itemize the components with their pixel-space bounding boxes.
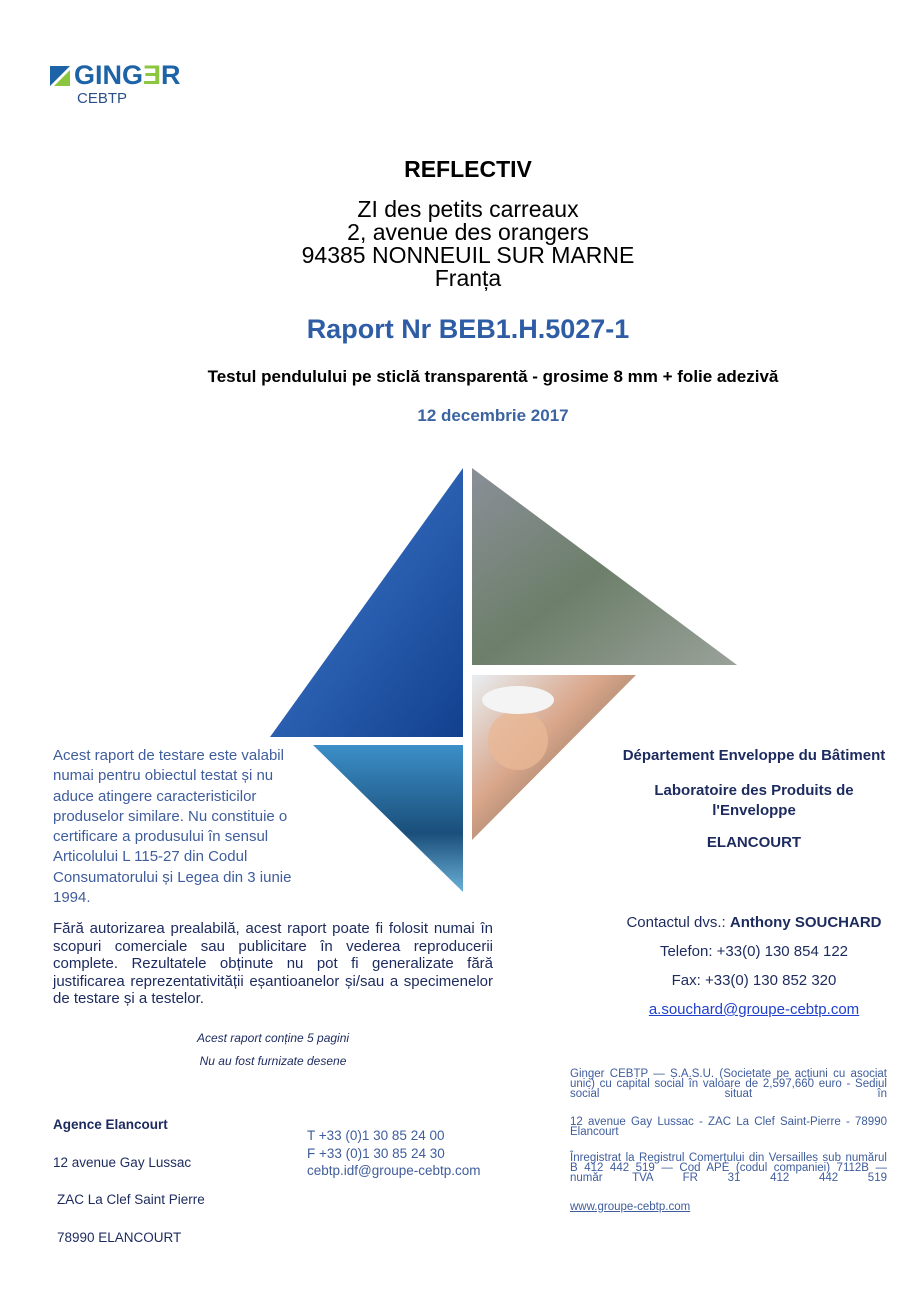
agency-fax: F +33 (0)1 30 85 24 30: [307, 1145, 445, 1161]
contact-fax: Fax: +33(0) 130 852 320: [671, 972, 837, 989]
client-name: REFLECTIV: [404, 156, 532, 182]
contact-label: Contactul dvs.:: [626, 914, 730, 931]
legal-company: Ginger CEBTP — S.A.S.U. (Societate pe acțiuni cu asociat unic) cu capital social în valoare de 2,597,660 euro - Sediul social situat în: [570, 1068, 887, 1100]
validity-note: Acest raport de testare este valabil numai pentru obiectul testat și nu aduce atingere caracteristicilor produselor similare. Nu constituie o certificare a produsului în sensul Articolului L 115-27 din Codul Consumatorului și Legea din 3 iunie 1994.: [53, 747, 292, 907]
address-line: Franța: [434, 265, 502, 291]
authorization-note: Fără autorizarea prealabilă, acest raport poate fi folosit numai în scopuri comerciale sau publicitare în vederea reproducerii complete. Rezultatele obținute nu pot fi generalizate fără justificarea reprezentativității eșantioanelor și/sau a specimenelor de testare și a testelor.: [53, 920, 493, 1007]
address-line: 2, avenue des orangers: [347, 219, 589, 245]
collage-tile-city: [472, 468, 737, 665]
agency-email: cebtp.idf@groupe-cebtp.com: [307, 1163, 481, 1178]
agency-tel: T +33 (0)1 30 85 24 00: [307, 1128, 445, 1143]
logo-wordmark: GINGƎR: [74, 60, 181, 90]
lab-name: Laboratoire des Produits de l'Enveloppe: [654, 782, 854, 819]
logo-sub: CEBTP: [77, 90, 128, 107]
pages-note: Acest raport conține 5 pagini: [196, 1031, 350, 1045]
agency-city: 78990 ELANCOURT: [57, 1230, 182, 1245]
department-city: ELANCOURT: [706, 834, 802, 851]
contact-name: Anthony SOUCHARD: [729, 914, 882, 931]
website-link[interactable]: www.groupe-cebtp.com: [570, 1201, 691, 1213]
address-line: 94385 NONNEUIL SUR MARNE: [301, 242, 635, 268]
collage-tile-industrial: [313, 745, 463, 892]
agency-title: Agence Elancourt: [53, 1117, 168, 1132]
legal-registry: Înregistrat la Registrul Comerțului din Versailles sub numărul B 412 442 519 — Cod APE (codul companiei) 7112B — număr TVA FR 31 412 442 519: [570, 1152, 887, 1184]
report-date: 12 decembrie 2017: [417, 406, 569, 425]
report-title: Raport Nr BEB1.H.5027-1: [306, 314, 630, 344]
department-name: Département Enveloppe du Bâtiment: [622, 747, 886, 764]
report-subtitle: Testul pendulului pe sticlă transparentă - grosime 8 mm + folie adezivă: [207, 367, 779, 386]
legal-address: 12 avenue Gay Lussac - ZAC La Clef Saint-Pierre - 78990 Elancourt: [570, 1116, 887, 1138]
agency-street: 12 avenue Gay Lussac: [53, 1155, 192, 1170]
drawings-note: Nu au fost furnizate desene: [199, 1054, 347, 1068]
contact-email-link[interactable]: a.souchard@groupe-cebtp.com: [648, 1001, 860, 1018]
agency-zone: ZAC La Clef Saint Pierre: [57, 1192, 205, 1207]
contact-line: [604, 914, 904, 931]
collage-tile-architecture: [270, 468, 463, 737]
agency-contact: [307, 1127, 481, 1180]
contact-phone: Telefon: +33(0) 130 854 122: [659, 943, 849, 960]
address-line: ZI des petits carreaux: [357, 196, 579, 222]
